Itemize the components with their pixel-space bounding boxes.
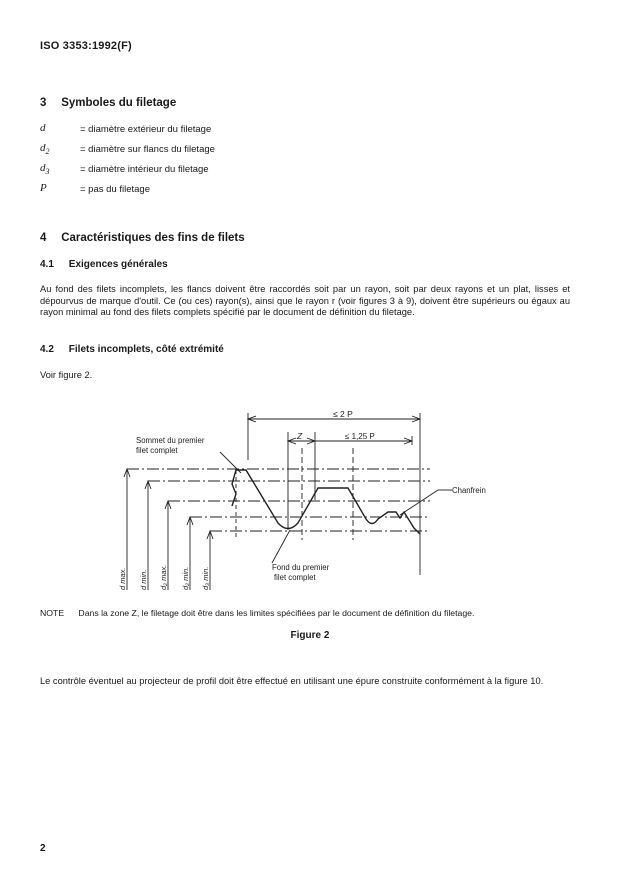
thread-profile (232, 470, 420, 534)
symbol: $d_2$ (40, 142, 50, 157)
label-d3-min: d₃ min. (201, 566, 210, 590)
subsection-number: 4.2 (40, 344, 54, 355)
label-d2-max: d₂ max. (159, 564, 168, 590)
leader-chanfrein (400, 490, 438, 515)
label-fond-line1: Fond du premier (272, 563, 330, 572)
paragraph-4-1: Au fond des filets incomplets, les flancs doivent être raccordés soit par un rayon, soit par deux rayons et un plat, lisses et dépourvus de marque d'outil. Ce (ou ces) rayon(s), ainsi que le rayon r (voir figures 3 à 9), doivent être supérieurs ou égaux au rayon minimal au fond des filets complets spécifié par le document de définition du filetage. (40, 284, 570, 318)
figure-note (40, 608, 474, 618)
closing-paragraph: Le contrôle éventuel au projecteur de profil doit être effectué en utilisant une épure construite conformément à la figure 10. (40, 676, 544, 686)
note-text: Dans la zone Z, le filetage doit être dans les limites spécifiées par le document de définition du filetage. (78, 608, 475, 618)
symbol-definition: = pas du filetage (80, 184, 150, 195)
symbol: P (40, 182, 47, 194)
note-label: NOTE (40, 608, 65, 618)
label-fond-line2: filet complet (274, 573, 316, 582)
subsection-title: Exigences générales (68, 259, 168, 270)
label-le-2p: ≤ 2 P (333, 409, 353, 419)
symbol-definition: = diamètre sur flancs du filetage (80, 144, 215, 155)
label-z: Z (297, 431, 303, 441)
label-d-min: d min. (139, 569, 148, 590)
section-number: 3 (40, 97, 47, 109)
label-sommet-line2: filet complet (136, 446, 178, 455)
leader-fond (272, 530, 290, 563)
subsection-title: Filets incomplets, côté extrémité (68, 344, 224, 355)
symbol: d (40, 122, 46, 134)
symbol: $d_3$ (40, 162, 50, 177)
section-title: Caractéristiques des fins de filets (61, 232, 245, 244)
label-d-max: d max. (118, 567, 127, 590)
label-chanfrein: Chanfrein (452, 486, 486, 495)
document-header: ISO 3353:1992(F) (40, 40, 132, 52)
paragraph-4-2: Voir figure 2. (40, 370, 93, 380)
symbol-definition: = diamètre extérieur du filetage (80, 124, 212, 135)
leader-sommet (220, 452, 241, 473)
label-d2-min: d₂ min. (181, 566, 190, 590)
section-title: Symboles du filetage (61, 97, 177, 109)
subsection-number: 4.1 (40, 259, 54, 270)
label-sommet-line1: Sommet du premier (136, 436, 205, 445)
symbol-definition: = diamètre intérieur du filetage (80, 164, 209, 175)
page-number: 2 (40, 843, 46, 854)
label-le-125p: ≤ 1,25 P (345, 432, 375, 441)
section-number: 4 (40, 232, 47, 244)
figure-caption: Figure 2 (290, 630, 330, 641)
